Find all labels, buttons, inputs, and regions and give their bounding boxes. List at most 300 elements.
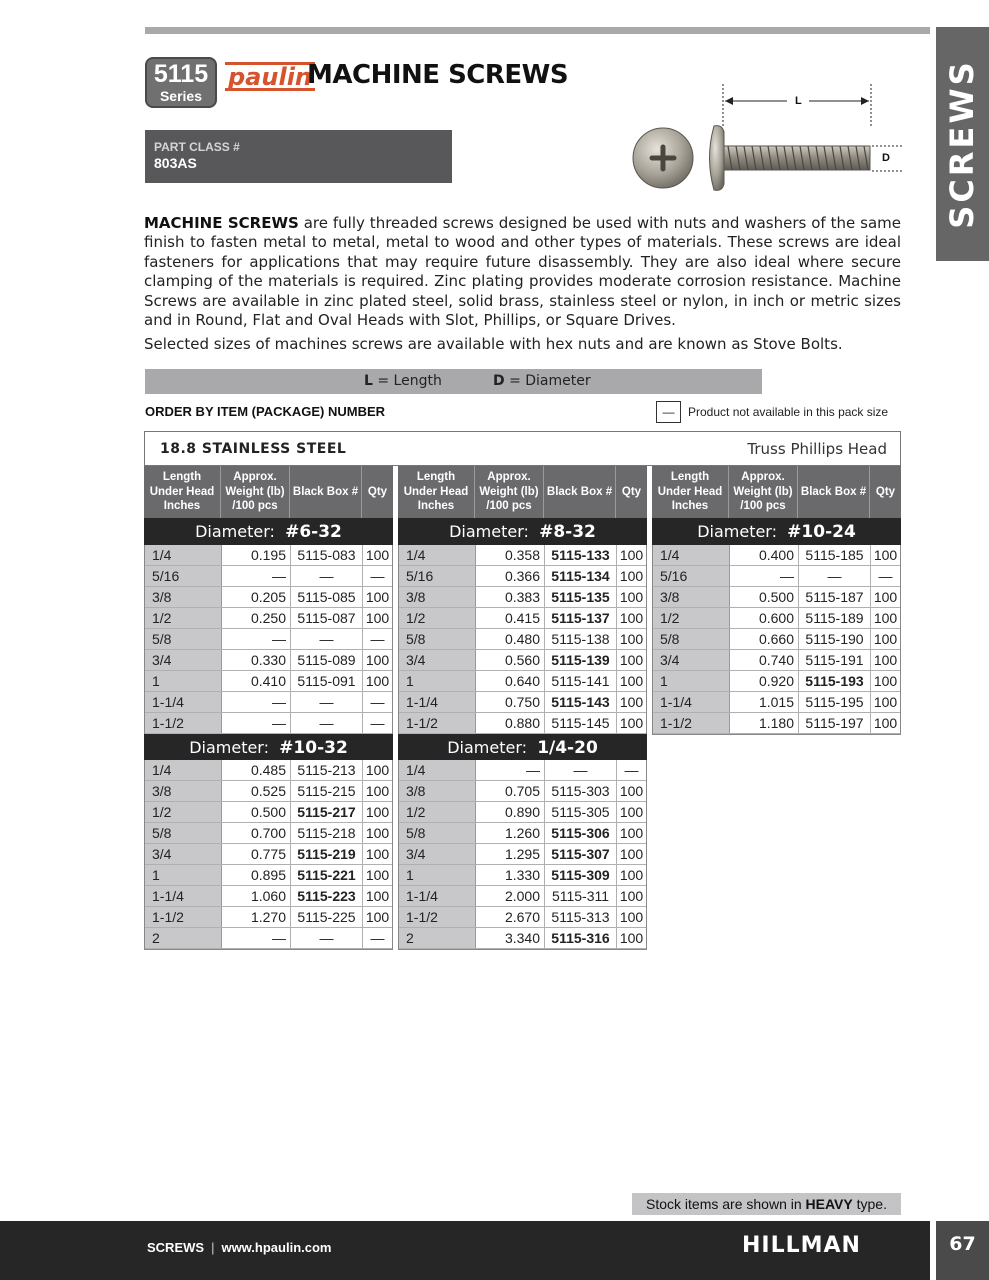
cell-black-box-number: 5115-223	[291, 886, 363, 906]
cell-black-box-number: 5115-089	[291, 650, 363, 670]
not-available-symbol: —	[656, 401, 681, 423]
cell-black-box-number: 5115-133	[545, 545, 617, 565]
cell-qty: 100	[363, 587, 392, 607]
cell-weight: —	[222, 629, 291, 649]
cell-black-box-number: 5115-141	[545, 671, 617, 691]
table-row	[145, 865, 392, 886]
cell-black-box-number: 5115-191	[799, 650, 871, 670]
cell-qty: 100	[363, 844, 392, 864]
cell-black-box-number: 5115-091	[291, 671, 363, 691]
cell-weight: 0.410	[222, 671, 291, 691]
cell-weight: 0.560	[476, 650, 545, 670]
cell-length: 1-1/2	[399, 907, 476, 927]
cell-black-box-number: —	[291, 692, 363, 712]
part-class-box	[145, 130, 452, 183]
cell-length: 1-1/2	[145, 713, 222, 733]
cell-length: 1-1/4	[145, 692, 222, 712]
table-row	[653, 566, 900, 587]
cell-weight: 0.415	[476, 608, 545, 628]
diameter-label: Diameter:	[449, 522, 540, 541]
table-row	[399, 802, 646, 823]
table-row	[399, 608, 646, 629]
cell-qty: 100	[617, 802, 646, 822]
cell-length: 2	[399, 928, 476, 948]
cell-weight: 0.400	[730, 545, 799, 565]
head-type: Truss Phillips Head	[747, 440, 887, 458]
cell-qty: 100	[871, 713, 900, 733]
cell-black-box-number: 5115-083	[291, 545, 363, 565]
cell-weight: 0.383	[476, 587, 545, 607]
legend-length-text: = Length	[372, 373, 442, 389]
cell-black-box-number: 5115-307	[545, 844, 617, 864]
cell-weight: 0.890	[476, 802, 545, 822]
cell-qty: 100	[617, 928, 646, 948]
cell-black-box-number: 5115-087	[291, 608, 363, 628]
cell-length: 5/8	[145, 629, 222, 649]
cell-black-box-number: 5115-306	[545, 823, 617, 843]
screw-head-top-view	[633, 128, 693, 188]
column-header-row	[398, 466, 647, 518]
diameter-label: D	[882, 152, 890, 164]
cell-length: 1/2	[399, 802, 476, 822]
cell-weight: 1.270	[222, 907, 291, 927]
cell-length: 5/8	[653, 629, 730, 649]
stock-note-bold: HEAVY	[805, 1196, 853, 1212]
cell-qty: 100	[617, 566, 646, 586]
table-row	[145, 587, 392, 608]
table-row	[145, 802, 392, 823]
cell-weight: 0.358	[476, 545, 545, 565]
cell-weight: 0.640	[476, 671, 545, 691]
cell-qty: 100	[617, 692, 646, 712]
cell-qty: 100	[617, 865, 646, 885]
cell-weight: —	[222, 713, 291, 733]
material-section-header	[144, 431, 901, 466]
part-class-value: 803AS	[154, 155, 197, 171]
diameter-value: #8-32	[539, 522, 596, 542]
cell-length: 3/8	[399, 781, 476, 801]
table-row	[653, 587, 900, 608]
diameter-table	[144, 760, 393, 950]
cell-black-box-number: 5115-313	[545, 907, 617, 927]
cell-qty: 100	[363, 865, 392, 885]
table-row	[399, 928, 646, 949]
cell-qty: 100	[617, 907, 646, 927]
cell-black-box-number: 5115-197	[799, 713, 871, 733]
cell-black-box-number: 5115-219	[291, 844, 363, 864]
table-row	[653, 671, 900, 692]
cell-length: 1/2	[653, 608, 730, 628]
table-row	[145, 713, 392, 734]
cell-length: 3/4	[399, 844, 476, 864]
cell-black-box-number: 5115-316	[545, 928, 617, 948]
cell-weight: 3.340	[476, 928, 545, 948]
cell-length: 5/8	[145, 823, 222, 843]
page-title: MACHINE SCREWS	[307, 60, 569, 90]
cell-length: 3/4	[145, 844, 222, 864]
cell-weight: 2.670	[476, 907, 545, 927]
cell-black-box-number: 5115-190	[799, 629, 871, 649]
cell-length: 3/8	[145, 781, 222, 801]
table-row	[145, 823, 392, 844]
cell-length: 1/2	[145, 608, 222, 628]
table-row	[145, 650, 392, 671]
footer-separator: |	[211, 1240, 215, 1255]
cell-weight: 0.205	[222, 587, 291, 607]
cell-qty: —	[363, 928, 392, 948]
footer-section-name: SCREWS	[147, 1240, 205, 1255]
cell-black-box-number: 5115-215	[291, 781, 363, 801]
table-row	[145, 844, 392, 865]
legend-diameter-key: D	[493, 373, 505, 389]
cell-black-box-number: 5115-213	[291, 760, 363, 780]
header-qty: Qty	[875, 485, 896, 498]
cell-weight: 1.330	[476, 865, 545, 885]
table-row	[145, 671, 392, 692]
diameter-table	[398, 760, 647, 950]
cell-weight: 0.750	[476, 692, 545, 712]
cell-weight: 0.485	[222, 760, 291, 780]
cell-length: 1-1/2	[653, 713, 730, 733]
table-row	[145, 566, 392, 587]
table-row	[399, 671, 646, 692]
cell-qty: 100	[617, 545, 646, 565]
cell-black-box-number: 5115-303	[545, 781, 617, 801]
cell-qty: 100	[617, 713, 646, 733]
cell-black-box-number: 5115-309	[545, 865, 617, 885]
cell-length: 1-1/4	[399, 886, 476, 906]
cell-length: 3/8	[399, 587, 476, 607]
diameter-table	[398, 545, 647, 735]
table-row	[399, 823, 646, 844]
table-row	[399, 587, 646, 608]
cell-length: 1-1/2	[399, 713, 476, 733]
cell-length: 1-1/4	[399, 692, 476, 712]
diameter-label: Diameter:	[447, 738, 538, 757]
table-row	[653, 629, 900, 650]
legend-length	[364, 369, 442, 394]
table-row	[399, 886, 646, 907]
header-weight: Approx. Weight (lb) /100 pcs	[221, 466, 290, 518]
description-lead: MACHINE SCREWS	[144, 214, 299, 232]
top-rule	[145, 27, 930, 34]
cell-length: 1	[653, 671, 730, 691]
description-body: are fully threaded screws designed be used with nuts and washers of the same finish to fasten metal to metal, metal to wood and other types of materials. These screws are ideal fasteners for applications that may require future disassembly. They are also ideal where secure clamping of the materials is required. Zinc plating provides moderate corrosion resistance. Machine Screws are available in zinc plated steel, solid brass, stainless steel or nylon, in inch or metric sizes and in Round, Flat and Oval Heads with Slot, Phillips, or Square Drives.	[144, 214, 901, 330]
cell-weight: 0.480	[476, 629, 545, 649]
legend-bar	[145, 369, 762, 394]
cell-black-box-number: —	[291, 566, 363, 586]
cell-weight: 0.525	[222, 781, 291, 801]
cell-black-box-number: 5115-143	[545, 692, 617, 712]
cell-black-box-number: —	[291, 629, 363, 649]
not-available-label: Product not available in this pack size	[688, 405, 889, 419]
cell-weight: 2.000	[476, 886, 545, 906]
cell-length: 1-1/4	[653, 692, 730, 712]
table-row	[653, 608, 900, 629]
table-row	[399, 545, 646, 566]
legend-diameter-text: = Diameter	[504, 373, 591, 389]
screw-side-view	[710, 126, 871, 191]
diameter-value: #6-32	[285, 522, 342, 542]
cell-length: 1/2	[399, 608, 476, 628]
diameter-header	[144, 734, 393, 761]
cell-black-box-number: 5115-139	[545, 650, 617, 670]
cell-black-box-number: 5115-085	[291, 587, 363, 607]
cell-length: 1	[145, 865, 222, 885]
cell-qty: 100	[617, 629, 646, 649]
header-black-box: Black Box #	[544, 466, 616, 518]
cell-length: 1/4	[399, 545, 476, 565]
cell-qty: 100	[363, 608, 392, 628]
cell-qty: 100	[363, 671, 392, 691]
cell-weight: 1.180	[730, 713, 799, 733]
cell-qty: —	[363, 629, 392, 649]
table-row	[145, 907, 392, 928]
series-number: 5115	[153, 60, 209, 88]
cell-weight: 0.740	[730, 650, 799, 670]
cell-weight: —	[476, 760, 545, 780]
legend-length-key: L	[364, 373, 373, 389]
cell-length: 1-1/4	[145, 886, 222, 906]
header-qty: Qty	[367, 485, 388, 498]
cell-qty: 100	[363, 650, 392, 670]
table-row	[399, 907, 646, 928]
cell-length: 5/16	[653, 566, 730, 586]
cell-length: 1	[399, 865, 476, 885]
cell-length: 3/8	[145, 587, 222, 607]
stock-note-pre: Stock items are shown in	[646, 1196, 806, 1212]
cell-qty: 100	[871, 587, 900, 607]
cell-length: 5/8	[399, 823, 476, 843]
cell-weight: —	[730, 566, 799, 586]
diameter-value: #10-32	[279, 738, 348, 758]
table-row	[399, 781, 646, 802]
cell-black-box-number: —	[545, 760, 617, 780]
cell-length: 5/16	[145, 566, 222, 586]
description	[144, 214, 901, 330]
cell-length: 1	[145, 671, 222, 691]
table-row	[399, 713, 646, 734]
cell-weight: 0.366	[476, 566, 545, 586]
cell-weight: 0.250	[222, 608, 291, 628]
cell-qty: 100	[871, 671, 900, 691]
cell-length: 5/16	[399, 566, 476, 586]
cell-qty: 100	[617, 823, 646, 843]
table-row	[145, 608, 392, 629]
cell-black-box-number: 5115-218	[291, 823, 363, 843]
header-length: Length Under Head Inches	[652, 466, 729, 518]
cell-qty: 100	[363, 907, 392, 927]
diameter-value: #10-24	[787, 522, 856, 542]
cell-weight: —	[222, 566, 291, 586]
diameter-header	[398, 518, 647, 545]
cell-weight: 1.060	[222, 886, 291, 906]
table-row	[399, 692, 646, 713]
cell-weight: 0.880	[476, 713, 545, 733]
cell-qty: —	[871, 566, 900, 586]
table-row	[145, 545, 392, 566]
cell-qty: —	[363, 566, 392, 586]
header-weight: Approx. Weight (lb) /100 pcs	[729, 466, 798, 518]
diameter-header	[144, 518, 393, 545]
cell-weight: —	[222, 692, 291, 712]
series-badge	[145, 57, 217, 108]
cell-black-box-number: 5115-195	[799, 692, 871, 712]
cell-black-box-number: 5115-134	[545, 566, 617, 586]
cell-weight: 0.660	[730, 629, 799, 649]
cell-qty: 100	[871, 650, 900, 670]
table-row	[653, 545, 900, 566]
cell-length: 1-1/2	[145, 907, 222, 927]
cell-qty: —	[363, 713, 392, 733]
header-black-box: Black Box #	[290, 466, 362, 518]
cell-weight: 0.920	[730, 671, 799, 691]
header-weight: Approx. Weight (lb) /100 pcs	[475, 466, 544, 518]
part-class-label: PART CLASS #	[154, 140, 240, 154]
cell-black-box-number: 5115-221	[291, 865, 363, 885]
cell-black-box-number: 5115-135	[545, 587, 617, 607]
cell-qty: 100	[617, 671, 646, 691]
table-row	[653, 692, 900, 713]
cell-weight: 0.500	[222, 802, 291, 822]
page-number: 67	[936, 1221, 989, 1280]
screw-diagram	[632, 84, 907, 194]
cell-length: 1	[399, 671, 476, 691]
cell-qty: 100	[363, 545, 392, 565]
footer-url[interactable]: www.hpaulin.com	[221, 1240, 332, 1255]
cell-qty: 100	[363, 760, 392, 780]
table-row	[399, 566, 646, 587]
diameter-label: Diameter:	[697, 522, 788, 541]
side-tab-label: SCREWS	[943, 59, 981, 229]
cell-black-box-number: 5115-187	[799, 587, 871, 607]
cell-qty: 100	[617, 650, 646, 670]
column-header-row	[144, 466, 393, 518]
cell-weight: 0.705	[476, 781, 545, 801]
order-by-label: ORDER BY ITEM (PACKAGE) NUMBER	[145, 404, 386, 419]
stock-note-post: type.	[852, 1196, 887, 1212]
cell-length: 1/2	[145, 802, 222, 822]
cell-black-box-number: —	[799, 566, 871, 586]
cell-length: 1/4	[145, 545, 222, 565]
table-row	[399, 650, 646, 671]
table-row	[145, 928, 392, 949]
cell-weight: 1.015	[730, 692, 799, 712]
cell-black-box-number: 5115-185	[799, 545, 871, 565]
cell-black-box-number: 5115-217	[291, 802, 363, 822]
table-row	[653, 713, 900, 734]
cell-qty: 100	[617, 608, 646, 628]
cell-weight: 0.700	[222, 823, 291, 843]
table-row	[145, 781, 392, 802]
cell-weight: 0.330	[222, 650, 291, 670]
column-header-row	[652, 466, 901, 518]
cell-weight: —	[222, 928, 291, 948]
legend-diameter	[493, 369, 591, 394]
cell-black-box-number: 5115-137	[545, 608, 617, 628]
cell-black-box-number: 5115-193	[799, 671, 871, 691]
diameter-header	[398, 734, 647, 761]
header-qty: Qty	[621, 485, 642, 498]
cell-qty: 100	[617, 781, 646, 801]
cell-qty: 100	[617, 844, 646, 864]
table-row	[399, 844, 646, 865]
table-row	[145, 629, 392, 650]
diameter-table	[144, 545, 393, 735]
table-row	[145, 886, 392, 907]
cell-black-box-number: 5115-138	[545, 629, 617, 649]
length-label: L	[795, 95, 802, 107]
diameter-value: 1/4-20	[537, 738, 598, 758]
cell-qty: 100	[363, 823, 392, 843]
cell-weight: 0.195	[222, 545, 291, 565]
cell-qty: 100	[363, 781, 392, 801]
table-row	[145, 692, 392, 713]
diameter-label: Diameter:	[195, 522, 286, 541]
cell-weight: 1.295	[476, 844, 545, 864]
cell-black-box-number: 5115-189	[799, 608, 871, 628]
cell-length: 3/8	[653, 587, 730, 607]
table-row	[653, 650, 900, 671]
cell-qty: 100	[617, 886, 646, 906]
cell-black-box-number: —	[291, 928, 363, 948]
cell-qty: 100	[871, 545, 900, 565]
cell-length: 3/4	[145, 650, 222, 670]
cell-qty: —	[363, 692, 392, 712]
cell-length: 1/4	[653, 545, 730, 565]
paulin-logo: paulin	[225, 62, 315, 91]
cell-qty: 100	[617, 587, 646, 607]
table-row	[145, 760, 392, 781]
stove-bolt-note: Selected sizes of machines screws are available with hex nuts and are known as Stove Bolts.	[144, 335, 843, 353]
cell-black-box-number: 5115-225	[291, 907, 363, 927]
header-length: Length Under Head Inches	[144, 466, 221, 518]
footer-section	[147, 1240, 331, 1255]
cell-qty: —	[617, 760, 646, 780]
cell-weight: 0.775	[222, 844, 291, 864]
diameter-header	[652, 518, 901, 545]
table-row	[399, 865, 646, 886]
cell-qty: 100	[871, 629, 900, 649]
series-label: Series	[159, 88, 203, 104]
cell-qty: 100	[363, 802, 392, 822]
table-row	[399, 629, 646, 650]
header-length: Length Under Head Inches	[398, 466, 475, 518]
hillman-logo: HILLMAN	[742, 1233, 861, 1258]
diameter-label: Diameter:	[189, 738, 280, 757]
cell-black-box-number: —	[291, 713, 363, 733]
material-title: 18.8 STAINLESS STEEL	[160, 441, 347, 457]
cell-black-box-number: 5115-311	[545, 886, 617, 906]
cell-black-box-number: 5115-305	[545, 802, 617, 822]
table-row	[399, 760, 646, 781]
cell-length: 5/8	[399, 629, 476, 649]
cell-length: 1/4	[399, 760, 476, 780]
stock-note	[632, 1193, 901, 1215]
cell-qty: 100	[871, 608, 900, 628]
cell-length: 2	[145, 928, 222, 948]
cell-weight: 0.500	[730, 587, 799, 607]
cell-weight: 0.600	[730, 608, 799, 628]
cell-qty: 100	[871, 692, 900, 712]
diameter-table	[652, 545, 901, 735]
cell-length: 3/4	[653, 650, 730, 670]
cell-qty: 100	[363, 886, 392, 906]
cell-weight: 0.895	[222, 865, 291, 885]
cell-length: 3/4	[399, 650, 476, 670]
cell-weight: 1.260	[476, 823, 545, 843]
cell-black-box-number: 5115-145	[545, 713, 617, 733]
